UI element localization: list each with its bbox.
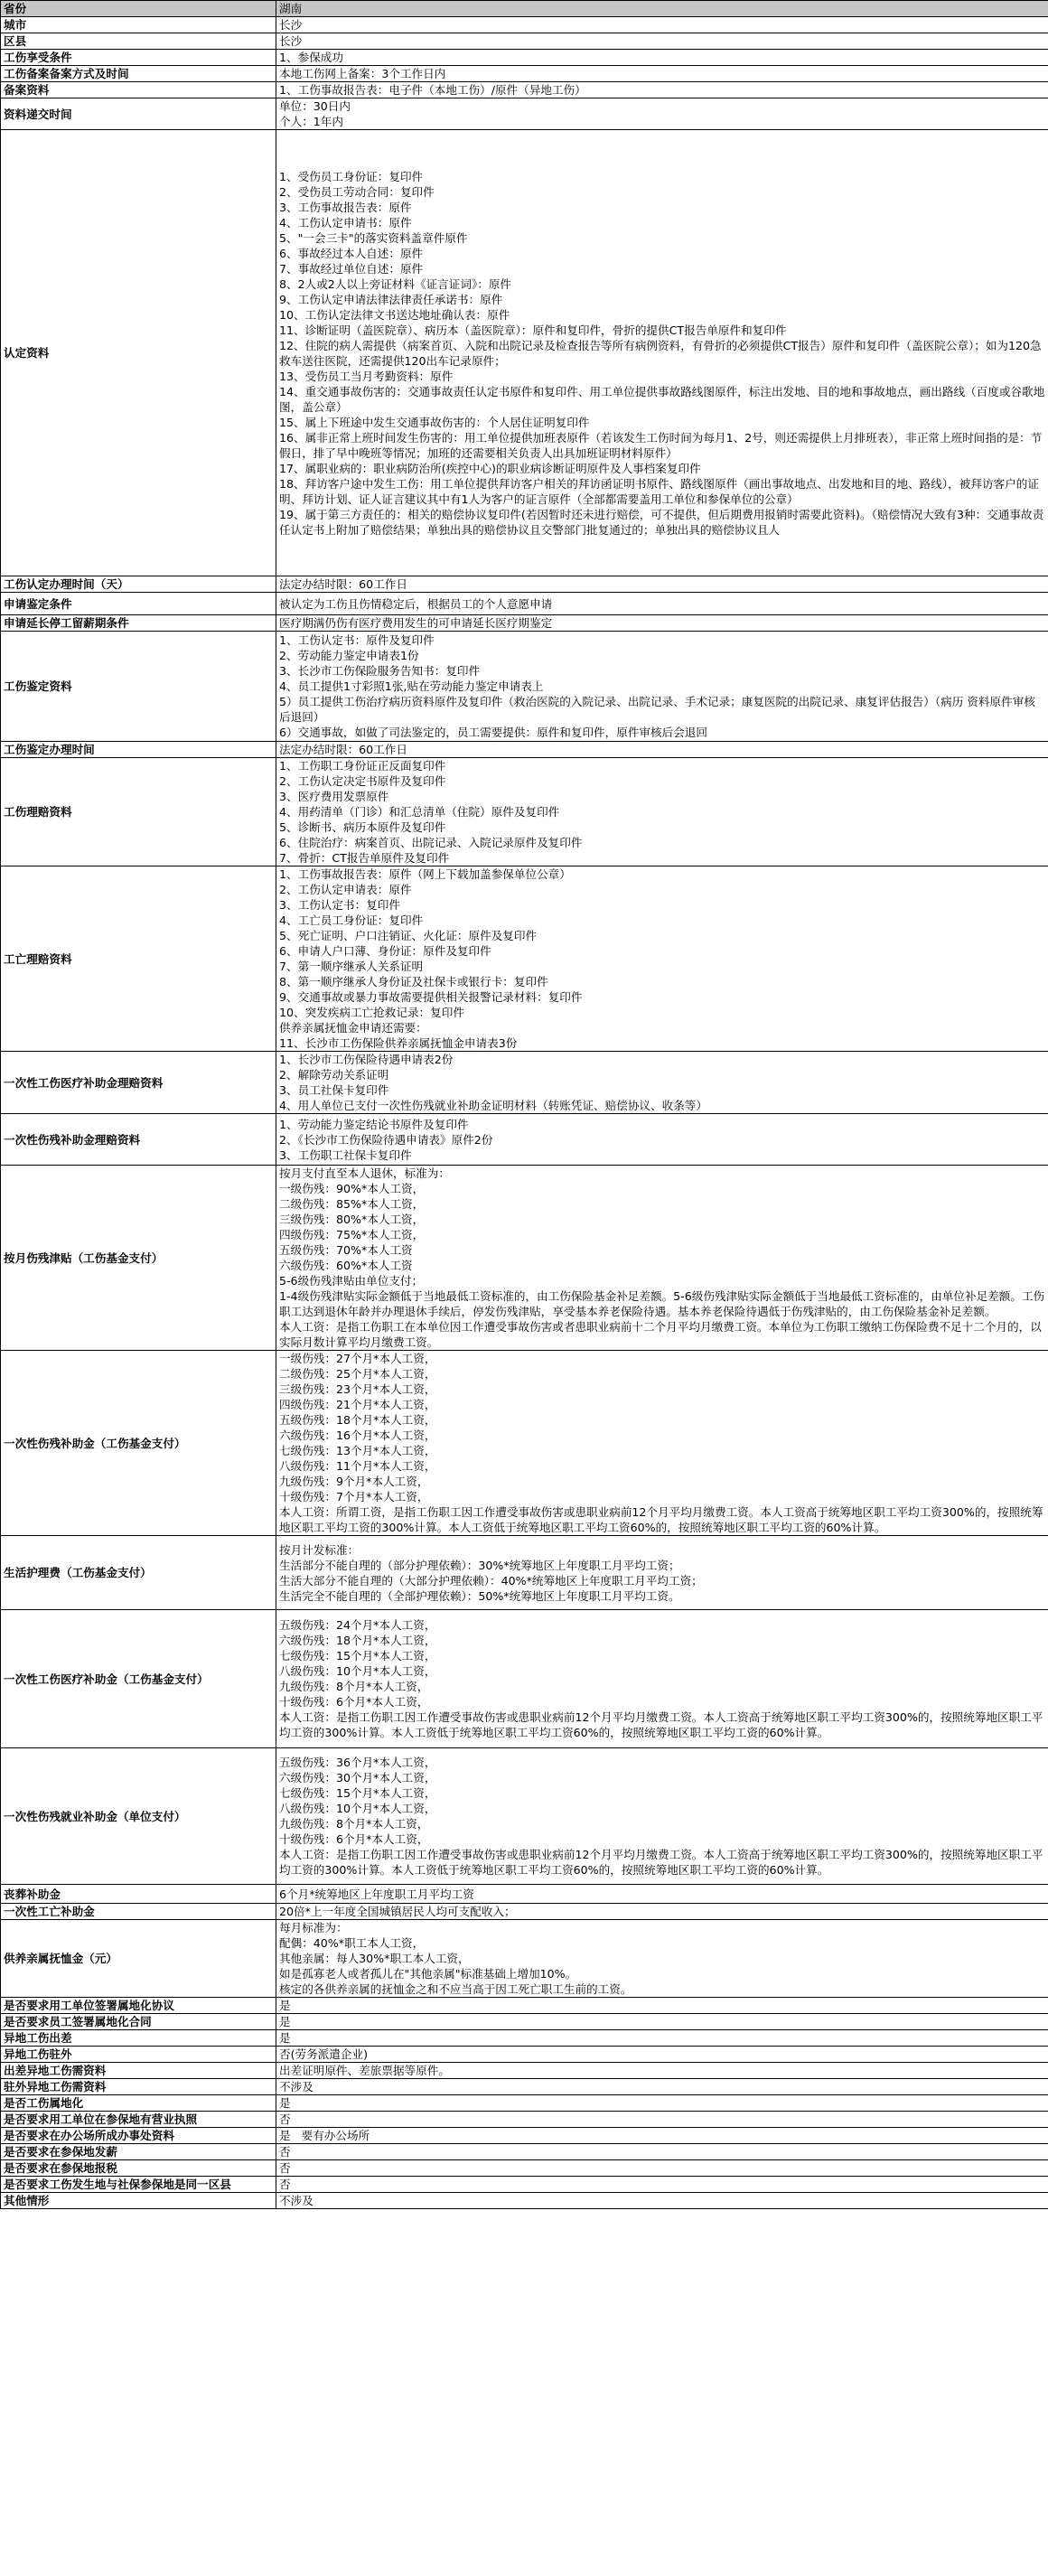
sheet-row bbox=[1, 50, 1048, 66]
value-line: 出差证明原件、差旅票据等原件。 bbox=[279, 2064, 450, 2077]
value-line: 如是孤寡老人或者孤儿在"其他亲属"标准基础上增加10%。 bbox=[279, 1967, 577, 1981]
row-label: 工亡理赔资料 bbox=[1, 866, 276, 1052]
value-line: 长沙 bbox=[279, 18, 303, 32]
value-line: 否 bbox=[279, 2161, 291, 2175]
value-line: 其他亲属：每人30%*职工本人工资， bbox=[279, 1952, 470, 1965]
value-line: 八级伤残：10个月*本人工资， bbox=[279, 1664, 436, 1678]
row-value bbox=[276, 2030, 1048, 2047]
sheet-row bbox=[1, 576, 1048, 593]
row-value bbox=[276, 1, 1048, 17]
sheet-row bbox=[1, 593, 1048, 615]
value-line: 17、属职业病的：职业病防治所(疾控中心)的职业病诊断证明原件及人事档案复印件 bbox=[279, 461, 701, 475]
value-line: 四级伤残：21个月*本人工资， bbox=[279, 1398, 436, 1411]
value-line: 十级伤残：6个月*本人工资， bbox=[279, 1832, 429, 1846]
value-line: 1、工伤事故报告表：电子件（本地工伤）/原件（异地工伤） bbox=[279, 83, 586, 97]
row-value bbox=[276, 866, 1048, 1052]
value-line: 11、长沙市工伤保险供养亲属抚恤金申请表3份 bbox=[279, 1036, 518, 1050]
value-line: 医疗期满仍伤有医疗费用发生的可申请延长医疗期鉴定 bbox=[279, 616, 553, 630]
row-value bbox=[276, 2063, 1048, 2079]
value-line: 是 bbox=[279, 2096, 291, 2110]
value-line: 单位：30日内 bbox=[279, 99, 351, 113]
value-line: 8、2人或2人以上旁证材料《证言证词》：原件 bbox=[279, 276, 512, 291]
sheet-body bbox=[1, 1, 1048, 2209]
row-value bbox=[276, 2144, 1048, 2160]
sheet-row bbox=[1, 866, 1048, 1052]
value-line: 被认定为工伤且伤情稳定后，根据员工的个人意愿申请 bbox=[279, 596, 553, 611]
row-label: 资料递交时间 bbox=[1, 98, 276, 130]
sheet-row bbox=[1, 2095, 1048, 2112]
row-label: 工伤理赔资料 bbox=[1, 758, 276, 866]
sheet-row bbox=[1, 82, 1048, 98]
sheet-row bbox=[1, 1114, 1048, 1166]
value-line: 16、属非正常上班时间发生伤害的：用工单位提供加班表原件（若该发生工伤时间为每月1、2号，则还需提供上月排班表），非正常上班时间指的是：节假日，排了早中晚班等情况；加班的还需要相关负责人出具加班证明材料原件） bbox=[279, 430, 1043, 460]
value-line: 二级伤残：85%*本人工资， bbox=[279, 1197, 425, 1211]
value-line: 6个月*统筹地区上年度职工月平均工资 bbox=[279, 1887, 474, 1901]
sheet-row bbox=[1, 1885, 1048, 1904]
value-line: 4、用药清单（门诊）和汇总清单（住院）原件及复印件 bbox=[279, 805, 560, 819]
value-line: 八级伤残：10个月*本人工资， bbox=[279, 1802, 436, 1815]
value-line: 供养亲属抚恤金申请还需要： bbox=[279, 1021, 427, 1035]
value-line: 1、工伤认定书：原件及复印件 bbox=[279, 633, 435, 647]
value-line: 法定办结时限：60工作日 bbox=[279, 743, 407, 756]
row-value bbox=[276, 1166, 1048, 1351]
row-label: 丧葬补助金 bbox=[1, 1885, 276, 1904]
sheet-row bbox=[1, 2079, 1048, 2095]
value-line: 九级伤残：8个月*本人工资， bbox=[279, 1817, 429, 1831]
value-line: 十级伤残：7个月*本人工资， bbox=[279, 1490, 429, 1503]
value-line: 六级伤残：30个月*本人工资， bbox=[279, 1771, 436, 1784]
value-line: 7、骨折：CT报告单原件及复印件 bbox=[279, 851, 450, 865]
value-line: 3、工伤职工社保卡复印件 bbox=[279, 1147, 412, 1162]
row-value bbox=[276, 2160, 1048, 2177]
row-label: 备案资料 bbox=[1, 82, 276, 98]
row-label: 工伤鉴定资料 bbox=[1, 632, 276, 742]
value-line: 5）员工提供工伤治疗病历资料原件及复印件（救治医院的入院记录、出院记录、手术记录；康复医院的出院记录、康复评估报告）（病历 资料原件审核后退回） bbox=[279, 695, 1035, 724]
value-line: 法定办结时限：60工作日 bbox=[279, 577, 407, 591]
row-value bbox=[276, 742, 1048, 758]
row-label: 供养亲属抚恤金（元） bbox=[1, 1920, 276, 1998]
value-line: 否 bbox=[279, 2112, 291, 2126]
value-line: 四级伤残：75%*本人工资， bbox=[279, 1228, 425, 1241]
value-line: 19、属于第三方责任的：相关的赔偿协议复印件(若因暂时还未进行赔偿，可不提供，但后期费用报销时需要此资料)。（赔偿情况大致有3种：交通事故责任认定书上附加了赔偿结果；单独出具的赔偿协议且交警部门批复通过的；单独出具的赔偿协议且人 bbox=[279, 507, 1044, 537]
value-line: 13、受伤员工当月考勤资料：原件 bbox=[279, 369, 454, 383]
value-line: 长沙 bbox=[279, 34, 303, 48]
row-label: 是否要求用工单位签署属地化协议 bbox=[1, 1998, 276, 2014]
row-label: 是否要求工伤发生地与社保参保地是同一区县 bbox=[1, 2177, 276, 2193]
row-label: 是否要求在办公场所成办事处资料 bbox=[1, 2128, 276, 2144]
row-value bbox=[276, 82, 1048, 98]
value-line: 3、长沙市工伤保险服务告知书：复印件 bbox=[279, 664, 481, 678]
row-label: 工伤鉴定办理时间 bbox=[1, 742, 276, 758]
row-label: 一次性工伤医疗补助金理赔资料 bbox=[1, 1052, 276, 1114]
value-line: 4、用人单位已支付一次性伤残就业补助金证明材料（转账凭证、赔偿协议、收条等） bbox=[279, 1099, 707, 1112]
row-value bbox=[276, 1885, 1048, 1904]
sheet-row bbox=[1, 33, 1048, 50]
row-value bbox=[276, 1610, 1048, 1748]
value-line: 是 bbox=[279, 2015, 291, 2028]
value-line: 十级伤残：6个月*本人工资， bbox=[279, 1695, 429, 1709]
sheet-row bbox=[1, 1610, 1048, 1748]
value-line: 三级伤残：23个月*本人工资， bbox=[279, 1382, 436, 1396]
value-line: 12、住院的病人需提供（病案首页、入院和出院记录及检查报告等所有病例资料，有骨折的必须提供CT报告）原件和复印件（盖医院公章）；如为120急救车送往医院，还需提供120出车记录原件； bbox=[279, 338, 1042, 368]
value-line: 4、工亡员工身份证：复印件 bbox=[279, 913, 424, 927]
value-line: 个人：1年内 bbox=[279, 115, 343, 128]
row-label: 省份 bbox=[1, 1, 276, 17]
row-value bbox=[276, 17, 1048, 33]
row-value bbox=[276, 1920, 1048, 1998]
value-line: 是 要有办公场所 bbox=[279, 2129, 370, 2142]
row-value bbox=[276, 50, 1048, 66]
value-line: 2、工伤认定决定书原件及复印件 bbox=[279, 774, 446, 788]
row-value bbox=[276, 2047, 1048, 2063]
value-line: 本地工伤网上备案：3个工作日内 bbox=[279, 67, 446, 80]
value-line: 2、《长沙市工伤保险待遇申请表》原件2份 bbox=[279, 1132, 493, 1147]
row-value bbox=[276, 130, 1048, 576]
value-line: 15、属上下班途中发生交通事故伤害的：个人居住证明复印件 bbox=[279, 415, 590, 429]
row-value bbox=[276, 33, 1048, 50]
value-line: 8、第一顺序继承人身份证及社保卡或银行卡：复印件 bbox=[279, 975, 548, 988]
value-line: 九级伤残：8个月*本人工资， bbox=[279, 1680, 429, 1693]
row-label: 工伤备案备案方式及时间 bbox=[1, 66, 276, 82]
value-line: 不涉及 bbox=[279, 2194, 313, 2207]
value-line: 6、申请人户口薄、身份证：原件及复印件 bbox=[279, 944, 491, 958]
value-line: 1、参保成功 bbox=[279, 51, 343, 64]
value-line: 八级伤残：11个月*本人工资， bbox=[279, 1459, 436, 1473]
value-line: 每月标准为： bbox=[279, 1921, 348, 1934]
value-line: 10、工伤认定法律文书送达地址确认表：原件 bbox=[279, 307, 510, 322]
sheet-row bbox=[1, 1536, 1048, 1610]
sheet-row bbox=[1, 2177, 1048, 2193]
value-line: 按月支付直至本人退休，标准为： bbox=[279, 1166, 450, 1180]
row-value bbox=[276, 632, 1048, 742]
row-value bbox=[276, 1351, 1048, 1536]
sheet-row bbox=[1, 632, 1048, 742]
sheet-row bbox=[1, 2047, 1048, 2063]
row-value bbox=[276, 2095, 1048, 2112]
value-line: 湖南 bbox=[279, 2, 303, 15]
row-value bbox=[276, 593, 1048, 615]
value-line: 4、员工提供1寸彩照1张,贴在劳动能力鉴定申请表上 bbox=[279, 679, 544, 693]
row-value bbox=[276, 1904, 1048, 1920]
value-line: 6、住院治疗：病案首页、出院记录、入院记录原件及复印件 bbox=[279, 836, 583, 849]
row-label: 是否要求员工签署属地化合同 bbox=[1, 2014, 276, 2030]
value-line: 本人工资：是指工伤职工在本单位因工作遭受事故伤害或者患职业病前十二个月平均月缴费工资。本单位为工伤职工缴纳工伤保险费不足十二个月的，以实际月数计算平均月缴费工资。 bbox=[279, 1320, 1042, 1349]
sheet-row bbox=[1, 1351, 1048, 1536]
value-line: 2、劳动能力鉴定申请表1份 bbox=[279, 649, 419, 662]
value-line: 18、拜访客户途中发生工伤：用工单位提供拜访客户相关的拜访函证明书原件、路线图原件（画出事故地点、出发地和目的地、路线），被拜访客户的证明、拜访计划、证人证言建议其中有1人为客户的证言原件（全部都需要盖用工单位和参保单位的公章） bbox=[279, 476, 1039, 506]
value-line: 不涉及 bbox=[279, 2080, 313, 2094]
value-line: 生活完全不能自理的（全部护理依赖）：50%*统筹地区上年度职工月平均工资。 bbox=[279, 1588, 680, 1603]
value-line: 4、工伤认定申请书：原件 bbox=[279, 215, 412, 229]
row-label: 按月伤残津贴（工伤基金支付） bbox=[1, 1166, 276, 1351]
sheet-row bbox=[1, 742, 1048, 758]
row-label: 其他情形 bbox=[1, 2193, 276, 2209]
row-value bbox=[276, 576, 1048, 593]
value-line: 7、事故经过单位自述：原件 bbox=[279, 261, 424, 276]
sheet-row bbox=[1, 1748, 1048, 1885]
value-line: 本人工资：是指工伤职工因工作遭受事故伤害或患职业病前12个月平均月缴费工资。本人工资高于统筹地区职工平均工资300%的，按照统筹地区职工平均工资的300%计算。本人工资低于统筹地区职工平均工资60%的，按照统筹地区职工平均工资的60%计算。 bbox=[279, 1710, 1043, 1739]
value-line: 11、诊断证明（盖医院章）、病历本（盖医院章）：原件和复印件，骨折的提供CT报告单原件和复印件 bbox=[279, 323, 787, 337]
row-value bbox=[276, 1998, 1048, 2014]
value-line: 1、劳动能力鉴定结论书原件及复印件 bbox=[279, 1117, 469, 1131]
row-label: 城市 bbox=[1, 17, 276, 33]
row-label: 驻外异地工伤需资料 bbox=[1, 2079, 276, 2095]
value-line: 五级伤残：24个月*本人工资， bbox=[279, 1618, 436, 1632]
row-label: 一次性伤残就业补助金（单位支付） bbox=[1, 1748, 276, 1885]
sheet-row bbox=[1, 66, 1048, 82]
sheet-row bbox=[1, 2193, 1048, 2209]
value-line: 9、交通事故或暴力事故需要提供相关报警记录材料：复印件 bbox=[279, 990, 583, 1004]
row-value bbox=[276, 98, 1048, 130]
sheet-row bbox=[1, 1, 1048, 17]
value-line: 1、长沙市工伤保险待遇申请表2份 bbox=[279, 1053, 454, 1066]
sheet-row bbox=[1, 98, 1048, 130]
value-line: 7、第一顺序继承人关系证明 bbox=[279, 960, 424, 973]
value-line: 1、工伤职工身份证正反面复印件 bbox=[279, 759, 446, 773]
value-line: 三级伤残：80%*本人工资， bbox=[279, 1213, 425, 1226]
value-line: 3、工伤事故报告表：原件 bbox=[279, 200, 412, 214]
value-line: 是 bbox=[279, 2031, 291, 2045]
value-line: 14、重交通事故伤害的：交通事故责任认定书原件和复印件、用工单位提供事故路线图原件，标注出发地、目的地和事故地点，画出路线（百度或谷歌地图，盖公章） bbox=[279, 384, 1045, 414]
row-label: 工伤享受条件 bbox=[1, 50, 276, 66]
row-value bbox=[276, 1114, 1048, 1166]
row-label: 异地工伤驻外 bbox=[1, 2047, 276, 2063]
sheet-row bbox=[1, 2014, 1048, 2030]
sheet-row bbox=[1, 2144, 1048, 2160]
sheet-row bbox=[1, 1998, 1048, 2014]
value-line: 3、员工社保卡复印件 bbox=[279, 1083, 389, 1097]
row-label: 是否要求在参保地报税 bbox=[1, 2160, 276, 2177]
row-value bbox=[276, 2112, 1048, 2128]
value-line: 否 bbox=[279, 2178, 291, 2191]
row-label: 异地工伤出差 bbox=[1, 2030, 276, 2047]
value-line: 否(劳务派遣企业) bbox=[279, 2047, 368, 2061]
sheet-row bbox=[1, 1166, 1048, 1351]
value-line: 否 bbox=[279, 2145, 291, 2159]
row-value bbox=[276, 2193, 1048, 2209]
row-label: 是否要求在参保地发薪 bbox=[1, 2144, 276, 2160]
row-label: 申请延长停工留薪期条件 bbox=[1, 615, 276, 632]
row-value bbox=[276, 2128, 1048, 2144]
value-line: 1、工伤事故报告表：原件（网上下载加盖参保单位公章） bbox=[279, 867, 571, 881]
row-label: 申请鉴定条件 bbox=[1, 593, 276, 615]
sheet-row bbox=[1, 1920, 1048, 1998]
sheet-row bbox=[1, 2063, 1048, 2079]
value-line: 3、工伤认定书：复印件 bbox=[279, 898, 400, 912]
value-line: 本人工资：是指工伤职工因工作遭受事故伤害或患职业病前12个月平均月缴费工资。本人工资高于统筹地区职工平均工资300%的，按照统筹地区职工平均工资的300%计算。本人工资低于统筹地区职工平均工资60%的，按照统筹地区职工平均工资的60%计算。 bbox=[279, 1848, 1043, 1877]
sheet-row bbox=[1, 17, 1048, 33]
sheet-row bbox=[1, 2030, 1048, 2047]
row-label: 工伤认定办理时间（天） bbox=[1, 576, 276, 593]
value-line: 配偶：40%*职工本人工资， bbox=[279, 1936, 425, 1950]
value-line: 本人工资：所谓工资，是指工伤职工因工作遭受事故伤害或患职业病前12个月平均月缴费工资。本人工资高于统筹地区职工平均工资300%的，按照统筹地区职工平均工资的300%计算。本人工资低于统筹地区职工平均工资60%的，按照统筹地区职工平均工资的60%计算。 bbox=[279, 1505, 1043, 1534]
value-line: 五级伤残：18个月*本人工资， bbox=[279, 1413, 436, 1427]
value-line: 五级伤残：36个月*本人工资， bbox=[279, 1756, 436, 1769]
value-line: 一级伤残：90%*本人工资， bbox=[279, 1182, 425, 1195]
value-line: 1、受伤员工身份证：复印件 bbox=[279, 169, 424, 183]
value-line: 七级伤残：13个月*本人工资， bbox=[279, 1444, 436, 1457]
sheet-row bbox=[1, 2160, 1048, 2177]
value-line: 5、死亡证明、户口注销证、火化证：原件及复印件 bbox=[279, 929, 538, 942]
value-line: 2、解除劳动关系证明 bbox=[279, 1068, 389, 1082]
sheet-row bbox=[1, 1052, 1048, 1114]
sheet-row bbox=[1, 1904, 1048, 1920]
value-line: 是 bbox=[279, 1999, 291, 2012]
sheet-row bbox=[1, 130, 1048, 576]
value-line: 1-4级伤残津贴实际金额低于当地最低工资标准的，由工伤保险基金补足差额。5-6级伤残津贴实际金额低于当地最低工资标准的，由单位补足差额。工伤职工达到退休年龄并办理退休手续后，停发伤残津贴，享受基本养老保险待遇。基本养老保险待遇低于伤残津贴的，由工伤保险基金补足差额。 bbox=[279, 1289, 1045, 1318]
row-label: 是否要求用工单位在参保地有营业执照 bbox=[1, 2112, 276, 2128]
value-line: 9、工伤认定申请法律法律责任承诺书：原件 bbox=[279, 292, 503, 306]
value-line: 2、受伤员工劳动合同：复印件 bbox=[279, 184, 435, 199]
value-line: 核定的各供养亲属的抚恤金之和不应当高于因工死亡职工生前的工资。 bbox=[279, 1982, 632, 1996]
value-line: 3、医疗费用发票原件 bbox=[279, 790, 389, 803]
value-line: 5-6级伤残津贴由单位支付； bbox=[279, 1274, 424, 1288]
value-line: 六级伤残：18个月*本人工资， bbox=[279, 1634, 436, 1647]
sheet-row bbox=[1, 2128, 1048, 2144]
value-line: 6）交通事故，如做了司法鉴定的，员工需要提供：原件和复印件，原件审核后会退回 bbox=[279, 726, 707, 739]
value-line: 七级伤残：15个月*本人工资， bbox=[279, 1649, 436, 1663]
value-line: 2、工伤认定申请表：原件 bbox=[279, 883, 412, 896]
sheet-row bbox=[1, 2112, 1048, 2128]
row-value bbox=[276, 758, 1048, 866]
row-label: 出差异地工伤需资料 bbox=[1, 2063, 276, 2079]
value-line: 按月计发标准： bbox=[279, 1542, 360, 1557]
row-label: 一次性工亡补助金 bbox=[1, 1904, 276, 1920]
value-line: 20倍*上一年度全国城镇居民人均可支配收入； bbox=[279, 1905, 516, 1918]
sheet-row bbox=[1, 758, 1048, 866]
row-label: 生活护理费（工伤基金支付） bbox=[1, 1536, 276, 1610]
value-line: 五级伤残：70%*本人工资 bbox=[279, 1243, 413, 1257]
value-line: 七级伤残：15个月*本人工资， bbox=[279, 1786, 436, 1800]
row-label: 一次性工伤医疗补助金（工伤基金支付） bbox=[1, 1610, 276, 1748]
value-line: 6、事故经过本人自述：原件 bbox=[279, 246, 424, 260]
row-value bbox=[276, 1536, 1048, 1610]
value-line: 5、诊断书、病历本原件及复印件 bbox=[279, 820, 446, 834]
value-line: 六级伤残：16个月*本人工资， bbox=[279, 1429, 436, 1442]
value-line: 二级伤残：25个月*本人工资， bbox=[279, 1367, 436, 1381]
row-value bbox=[276, 2177, 1048, 2193]
value-line: 5、"一会三卡"的落实资料盖章件原件 bbox=[279, 230, 468, 245]
row-label: 是否工伤属地化 bbox=[1, 2095, 276, 2112]
value-line: 九级伤残：9个月*本人工资， bbox=[279, 1475, 429, 1488]
row-value bbox=[276, 1748, 1048, 1885]
value-line: 六级伤残：60%*本人工资 bbox=[279, 1259, 413, 1272]
row-value bbox=[276, 1052, 1048, 1114]
value-line: 生活大部分不能自理的（大部分护理依赖）：40%*统筹地区上年度职工月平均工资； bbox=[279, 1573, 703, 1588]
row-label: 区县 bbox=[1, 33, 276, 50]
row-value bbox=[276, 2079, 1048, 2095]
row-label: 一次性伤残补助金理赔资料 bbox=[1, 1114, 276, 1166]
value-line: 一级伤残：27个月*本人工资， bbox=[279, 1352, 436, 1365]
row-label: 认定资料 bbox=[1, 130, 276, 576]
value-line: 生活部分不能自理的（部分护理依赖）：30%*统筹地区上年度职工月平均工资； bbox=[279, 1558, 680, 1572]
row-label: 一次性伤残补助金（工伤基金支付） bbox=[1, 1351, 276, 1536]
value-line: 10、突发疾病工亡抢救记录：复印件 bbox=[279, 1006, 464, 1019]
row-value bbox=[276, 66, 1048, 82]
row-value bbox=[276, 2014, 1048, 2030]
row-value bbox=[276, 615, 1048, 632]
sheet-row bbox=[1, 615, 1048, 632]
